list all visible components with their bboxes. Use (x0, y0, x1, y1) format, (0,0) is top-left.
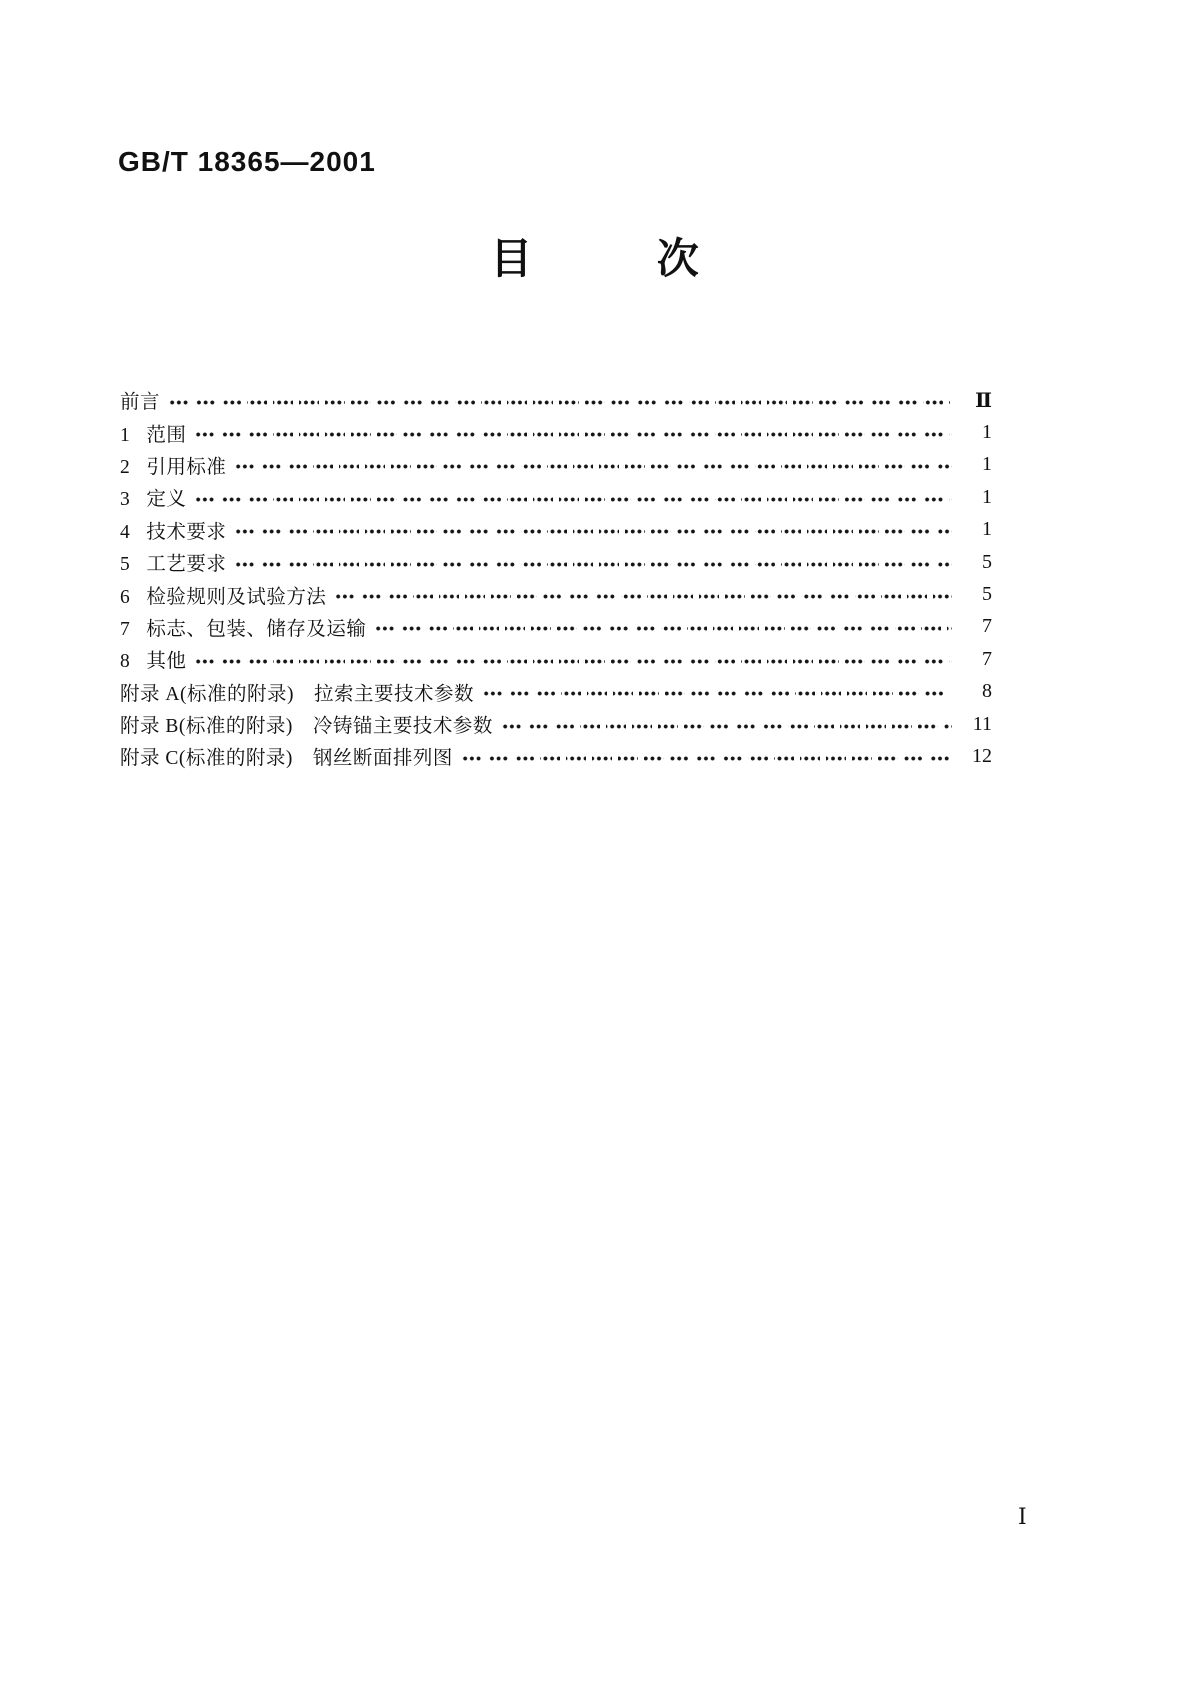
toc-row-referenced-standards (120, 449, 992, 481)
toc-row-technical-requirements (120, 514, 992, 546)
toc-entry-label: 3 定义 (120, 489, 187, 511)
toc-leader-dots (502, 722, 952, 731)
toc-leader-dots (195, 495, 952, 504)
toc-entry-label: 前言 (120, 392, 161, 414)
toc-entry-label: 6 检验规则及试验方法 (120, 586, 327, 608)
toc-entry-label: 8 其他 (120, 651, 187, 673)
toc-row-appendix-c (120, 740, 992, 772)
page-title: 目 次 (490, 237, 701, 283)
toc-row-process-requirements (120, 546, 992, 578)
page-number-footer: Ⅰ (1018, 1504, 1027, 1529)
toc-entry-label: 5 工艺要求 (120, 554, 227, 576)
toc-row-others (120, 643, 992, 675)
standard-number-header: GB/T 18365—2001 (118, 146, 376, 177)
toc-entry-label: 附录 B(标准的附录) 冷铸锚主要技术参数 (120, 716, 493, 738)
toc-entry-label: 附录 A(标准的附录) 拉索主要技术参数 (120, 683, 474, 705)
toc-leader-dots (462, 754, 952, 763)
toc-row-foreword (120, 384, 992, 416)
toc-leader-dots (235, 560, 952, 569)
toc-row-definitions (120, 481, 992, 513)
toc-entry-label: 2 引用标准 (120, 456, 227, 478)
toc-page-number: 5 (982, 583, 992, 606)
toc-leader-dots (335, 592, 952, 601)
toc-row-inspection-rules (120, 578, 992, 610)
toc-row-appendix-a (120, 676, 992, 708)
toc-page-number: Ⅱ (975, 389, 992, 412)
toc-page-number: 5 (982, 550, 992, 573)
toc-row-appendix-b (120, 708, 992, 740)
toc-entry-label: 7 标志、包装、储存及运输 (120, 618, 367, 640)
toc-page-number: 12 (972, 744, 992, 767)
toc-leader-dots (195, 430, 952, 439)
toc-row-marking-packaging (120, 611, 992, 643)
toc-leader-dots (483, 689, 952, 698)
toc-leader-dots (235, 462, 952, 471)
toc-page-number: 1 (982, 421, 992, 444)
toc-entry-label: 1 范围 (120, 424, 187, 446)
toc-page-number: 1 (982, 485, 992, 508)
toc-page-number: 7 (982, 647, 992, 670)
toc-leader-dots (169, 398, 952, 407)
toc-row-scope (120, 416, 992, 448)
toc-page-number: 1 (982, 518, 992, 541)
table-of-contents (120, 384, 992, 773)
toc-leader-dots (375, 624, 952, 633)
toc-page-number: 1 (982, 453, 992, 476)
toc-page-number: 11 (972, 712, 992, 735)
toc-page-number: 8 (982, 680, 992, 703)
toc-entry-label: 附录 C(标准的附录) 钢丝断面排列图 (120, 748, 453, 770)
toc-page-number: 7 (982, 615, 992, 638)
toc-leader-dots (235, 527, 952, 536)
toc-leader-dots (195, 657, 952, 666)
toc-entry-label: 4 技术要求 (120, 521, 227, 543)
